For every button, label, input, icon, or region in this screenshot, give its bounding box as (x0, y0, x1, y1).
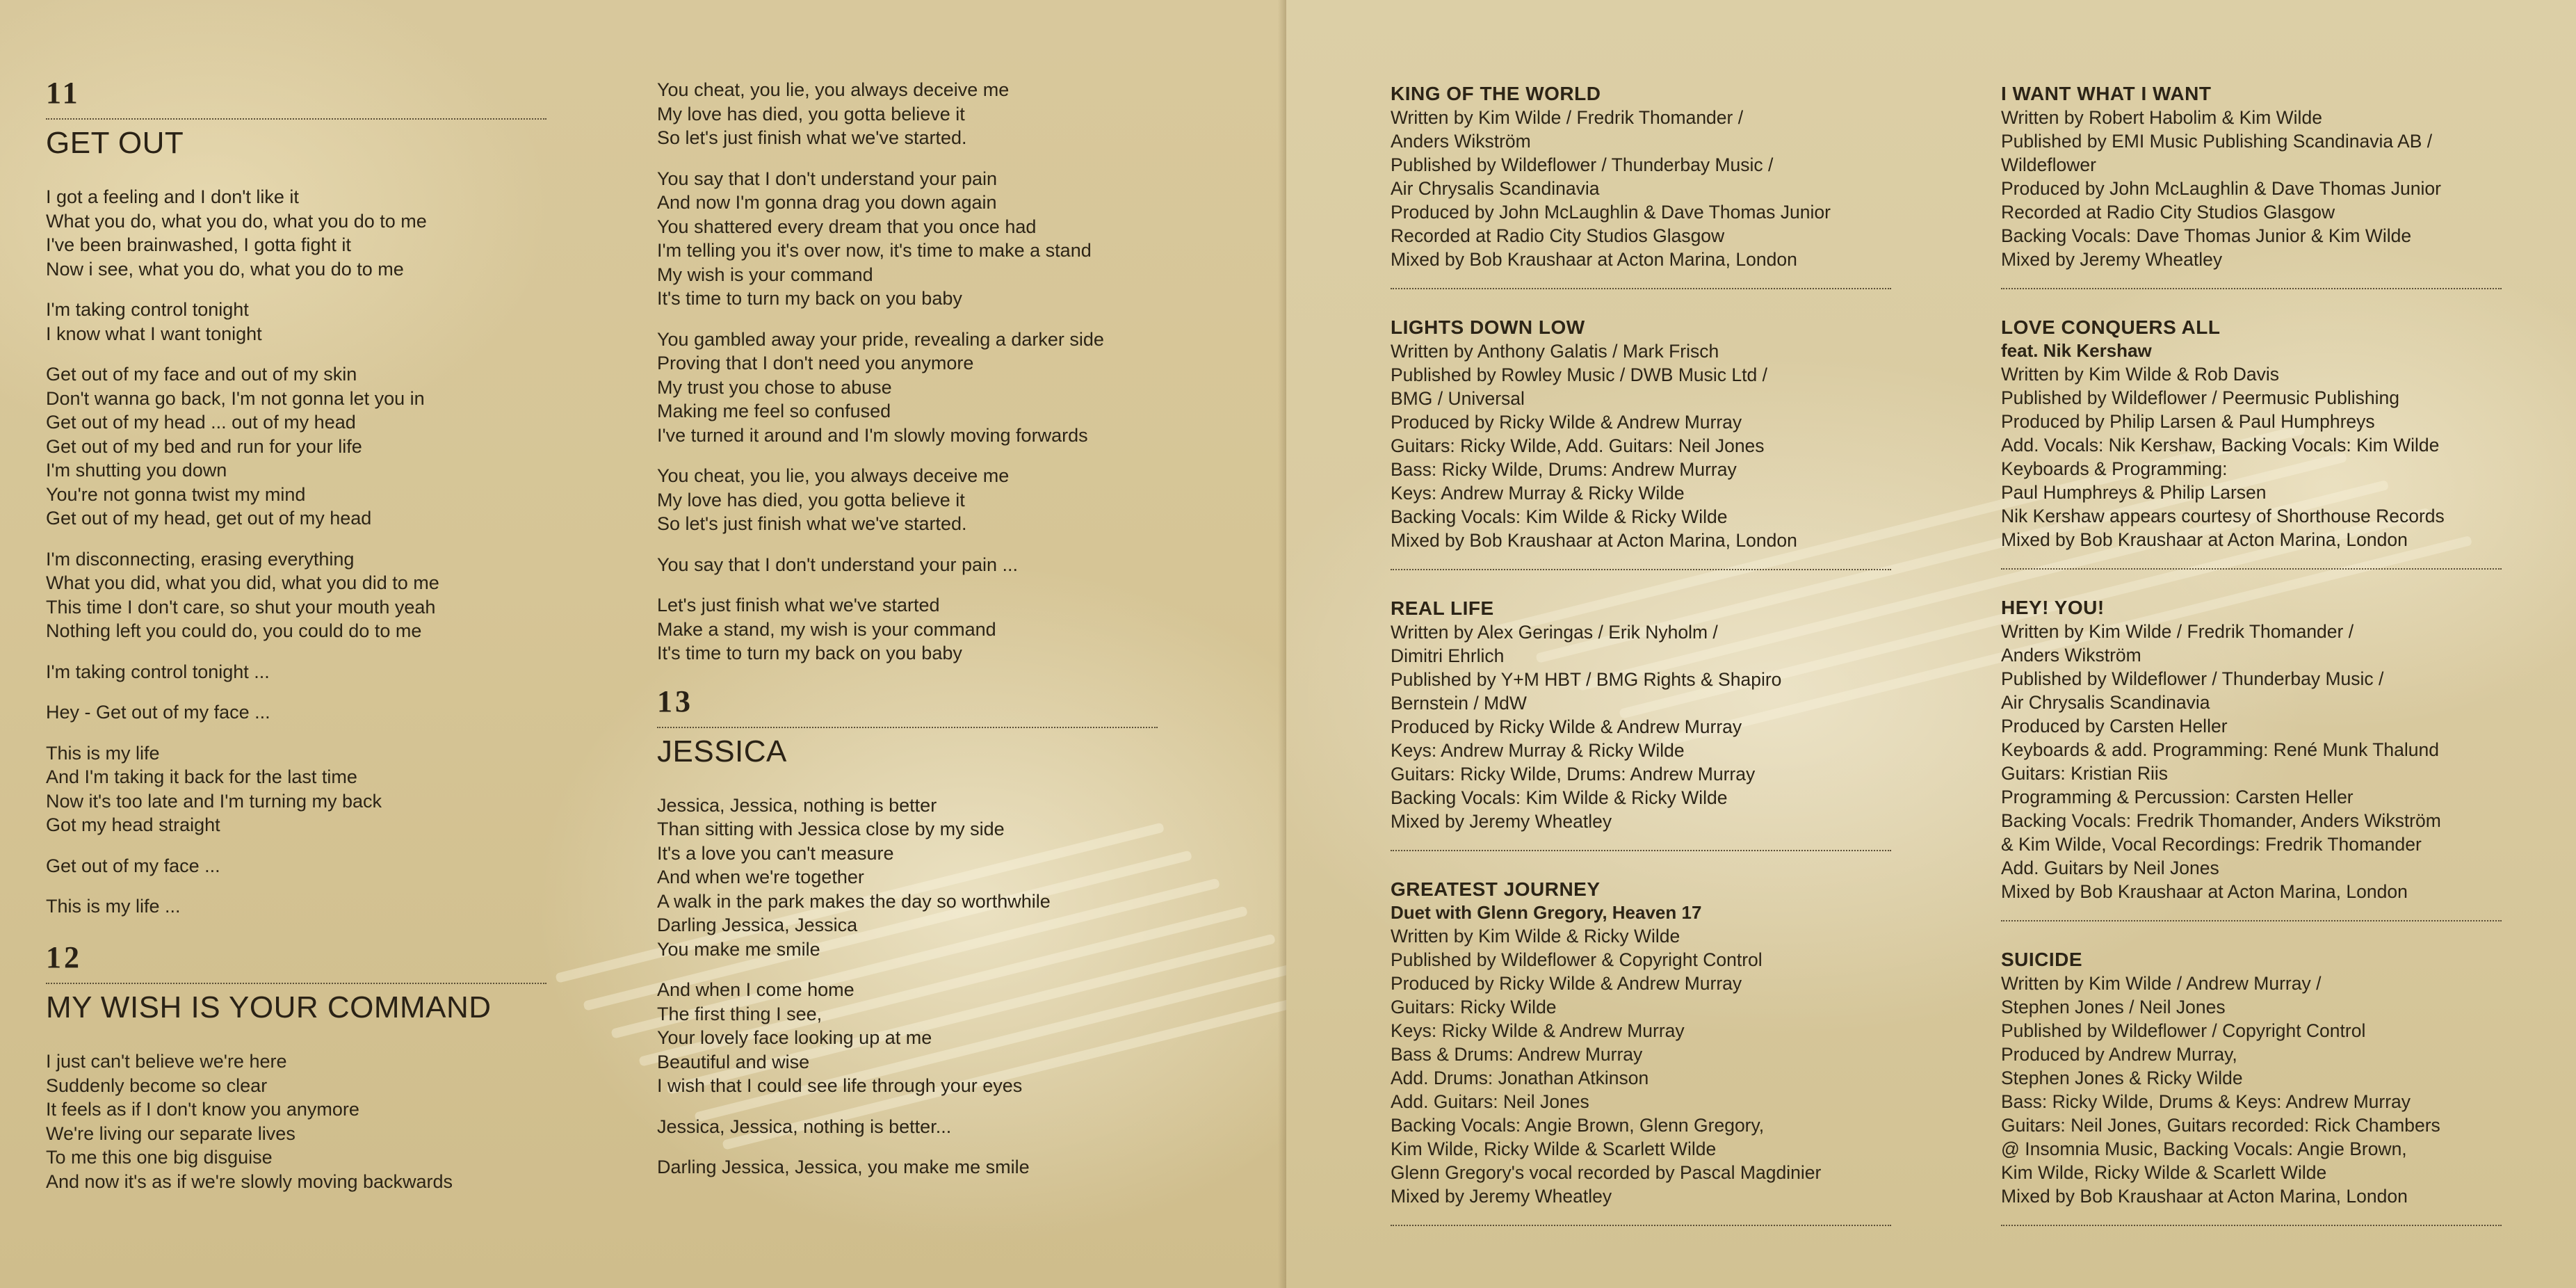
lyric-line: And now I'm gonna drag you down again (657, 192, 997, 213)
song-title: JESSICA (657, 734, 787, 768)
credit-line: Backing Vocals: Fredrik Thomander, Anders Wikström (2001, 810, 2441, 831)
credit-line: Paul Humphreys & Philip Larsen (2001, 482, 2267, 503)
credit-line: Add. Guitars by Neil Jones (2001, 858, 2219, 878)
credit-line: Published by Rowley Music / DWB Music Ltd / (1391, 364, 1767, 385)
credit-line: Wildeflower (2001, 154, 2096, 175)
lyric-line: Than sitting with Jessica close by my side (657, 819, 1005, 840)
credit-line: Written by Kim Wilde / Fredrik Thomander / (2001, 621, 2354, 642)
credit-line: Recorded at Radio City Studios Glasgow (1391, 225, 1725, 246)
credit-song-title: REAL LIFE (1391, 597, 1494, 619)
lyric-line: Now i see, what you do, what you do to me (46, 258, 404, 280)
credit-line: Published by Wildeflower / Peermusic Publishing (2001, 387, 2399, 408)
credit-line: Glenn Gregory's vocal recorded by Pascal Magdinier (1391, 1162, 1822, 1183)
credit-line: Kim Wilde, Ricky Wilde & Scarlett Wilde (2001, 1162, 2327, 1183)
credit-subtitle: feat. Nik Kershaw (2001, 340, 2152, 361)
lyric-line: I just can't believe we're here (46, 1051, 287, 1072)
credit-line: Published by Wildeflower & Copyright Control (1391, 949, 1763, 970)
lyric-line: This is my life (46, 742, 160, 764)
credit-line: Written by Alex Geringas / Erik Nyholm / (1391, 622, 1718, 643)
credit-line: Dimitri Ehrlich (1391, 645, 1505, 666)
credit-line: Air Chrysalis Scandinavia (1391, 178, 1600, 199)
lyrics-column-2 (657, 78, 1158, 1180)
credit-line: Backing Vocals: Angie Brown, Glenn Gregory, (1391, 1115, 1765, 1136)
credits-page (1286, 0, 2576, 1288)
credit-line: Produced by John McLaughlin & Dave Thomas Junior (1391, 202, 1831, 223)
credit-line: Air Chrysalis Scandinavia (2001, 692, 2210, 713)
lyric-line: I got a feeling and I don't like it (46, 186, 299, 208)
credit-song-title: SUICIDE (2001, 949, 2083, 970)
divider (1391, 850, 1891, 851)
lyric-line: And when we're together (657, 867, 864, 888)
stanza (657, 78, 1158, 150)
lyric-line: My wish is your command (657, 264, 873, 285)
stanza (46, 185, 546, 281)
credit-line: Kim Wilde, Ricky Wilde & Scarlett Wilde (1391, 1138, 1717, 1159)
song-title: GET OUT (46, 126, 184, 160)
lyric-line: And when I come home (657, 979, 854, 1001)
lyric-line: Got my head straight (46, 814, 220, 836)
credit-block (2001, 82, 2502, 289)
credit-line: Stephen Jones & Ricky Wilde (2001, 1068, 2243, 1088)
lyric-line: You cheat, you lie, you always deceive me (657, 79, 1010, 100)
credit-line: Published by Wildeflower / Thunderbay Music / (2001, 668, 2384, 689)
credit-line: Written by Kim Wilde & Rob Davis (2001, 364, 2280, 385)
stanza (657, 1155, 1158, 1180)
divider (2001, 568, 2502, 570)
credit-line: Written by Anthony Galatis / Mark Frisch (1391, 341, 1719, 362)
lyric-line: You say that I don't understand your pain ... (657, 554, 1019, 575)
lyrics-continued (657, 78, 1158, 666)
credit-block (1391, 597, 1891, 851)
credit-song-title: LOVE CONQUERS ALL (2001, 316, 2221, 338)
credit-subtitle: Duet with Glenn Gregory, Heaven 17 (1391, 902, 1702, 923)
lyric-line: Get out of my bed and run for your life (46, 435, 362, 457)
credit-line: Backing Vocals: Kim Wilde & Ricky Wilde (1391, 506, 1728, 527)
credit-line: Add. Guitars: Neil Jones (1391, 1091, 1589, 1112)
credit-line: Guitars: Kristian Riis (2001, 763, 2169, 784)
credit-line: Stephen Jones / Neil Jones (2001, 997, 2226, 1017)
credit-block (2001, 948, 2502, 1226)
credit-line: Published by Wildeflower / Copyright Control (2001, 1020, 2366, 1041)
credit-line: Guitars: Ricky Wilde, Add. Guitars: Neil Jones (1391, 435, 1765, 456)
lyric-line: This time I don't care, so shut your mouth yeah (46, 596, 436, 618)
credit-line: Published by Wildeflower / Thunderbay Music / (1391, 154, 1774, 175)
credit-line: Keys: Andrew Murray & Ricky Wilde (1391, 740, 1685, 761)
lyrics-column-1 (46, 78, 546, 1193)
lyric-line: My love has died, you gotta believe it (657, 103, 965, 124)
track-13 (657, 686, 1158, 1180)
lyric-line: Get out of my head ... out of my head (46, 412, 356, 433)
credit-line: & Kim Wilde, Vocal Recordings: Fredrik Thomander (2001, 834, 2422, 855)
credit-line: Bernstein / MdW (1391, 693, 1527, 714)
lyrics (46, 185, 546, 919)
lyric-line: You shattered every dream that you once had (657, 216, 1037, 237)
stanza (657, 464, 1158, 536)
credit-line: Keyboards & Programming: (2001, 458, 2228, 479)
lyric-line: Hey - Get out of my face ... (46, 702, 270, 723)
credit-line: Nik Kershaw appears courtesy of Shorthouse Records (2001, 506, 2445, 526)
track-number: 13 (657, 684, 693, 718)
lyric-line: This is my life ... (46, 896, 181, 917)
credit-line: Produced by Ricky Wilde & Andrew Murray (1391, 412, 1742, 433)
lyric-line: Get out of my face ... (46, 855, 220, 876)
stanza (46, 700, 546, 725)
lyric-line: A walk in the park makes the day so worthwhile (657, 890, 1051, 912)
lyric-line: Darling Jessica, Jessica (657, 915, 858, 936)
credit-line: Guitars: Ricky Wilde, Drums: Andrew Murray (1391, 764, 1756, 784)
stanza (46, 1049, 546, 1193)
credit-line: Mixed by Bob Kraushaar at Acton Marina, London (2001, 1186, 2408, 1207)
lyric-line: I've been brainwashed, I gotta fight it (46, 234, 351, 256)
credit-line: Guitars: Neil Jones, Guitars recorded: Rick Chambers (2001, 1115, 2440, 1136)
stanza (657, 328, 1158, 448)
credit-line: Written by Kim Wilde / Fredrik Thomander / (1391, 107, 1744, 128)
lyric-line: You gambled away your pride, revealing a darker side (657, 328, 1104, 350)
credit-line: Backing Vocals: Kim Wilde & Ricky Wilde (1391, 787, 1728, 808)
credit-block (1391, 878, 1891, 1226)
lyric-line: Your lovely face looking up at me (657, 1027, 932, 1049)
credit-line: Produced by Ricky Wilde & Andrew Murray (1391, 973, 1742, 994)
stanza (46, 298, 546, 346)
lyric-line: It's a love you can't measure (657, 842, 894, 864)
lyric-line: Don't wanna go back, I'm not gonna let you in (46, 387, 425, 409)
stanza (46, 741, 546, 837)
credit-line: Mixed by Jeremy Wheatley (2001, 249, 2223, 270)
lyric-line: I'm taking control tonight ... (46, 661, 270, 682)
lyric-line: Jessica, Jessica, nothing is better (657, 794, 937, 816)
lyric-line: To me this one big disguise (46, 1147, 273, 1168)
stanza (657, 553, 1158, 577)
divider (1391, 1225, 1891, 1226)
credit-line: Add. Drums: Jonathan Atkinson (1391, 1068, 1649, 1088)
lyric-line: Now it's too late and I'm turning my back (46, 790, 382, 812)
credit-song-title: GREATEST JOURNEY (1391, 878, 1601, 900)
credit-line: Keys: Andrew Murray & Ricky Wilde (1391, 483, 1685, 504)
lyric-line: It's time to turn my back on you baby (657, 288, 962, 309)
stanza (657, 1115, 1158, 1139)
lyric-line: I know what I want tonight (46, 323, 262, 344)
lyric-line: Jessica, Jessica, nothing is better... (657, 1116, 952, 1137)
credit-line: Programming & Percussion: Carsten Heller (2001, 787, 2354, 807)
lyrics (657, 794, 1158, 1180)
divider (657, 727, 1158, 728)
credit-line: Anders Wikström (1391, 131, 1531, 152)
credit-line: Keyboards & add. Programming: René Munk Thalund (2001, 739, 2439, 760)
track-11 (46, 78, 546, 919)
lyric-line: And I'm taking it back for the last time (46, 766, 357, 788)
divider (46, 118, 546, 120)
credit-line: Published by EMI Music Publishing Scandinavia AB / (2001, 131, 2433, 152)
lyric-line: What you do, what you do, what you do to me (46, 210, 427, 232)
credit-block (1391, 316, 1891, 570)
lyric-line: Let's just finish what we've started (657, 595, 940, 615)
divider (46, 983, 546, 984)
track-12 (46, 942, 546, 1193)
credit-song-title: LIGHTS DOWN LOW (1391, 316, 1585, 338)
credit-line: BMG / Universal (1391, 388, 1525, 409)
divider (2001, 1225, 2502, 1226)
lyric-line: My trust you chose to abuse (657, 376, 892, 398)
credit-song-title: I WANT WHAT I WANT (2001, 83, 2212, 104)
credit-line: Mixed by Bob Kraushaar at Acton Marina, London (2001, 529, 2408, 550)
credit-line: Published by Y+M HBT / BMG Rights & Shapiro (1391, 669, 1782, 690)
credit-line: Bass: Ricky Wilde, Drums & Keys: Andrew Murray (2001, 1091, 2411, 1112)
credit-line: Produced by Ricky Wilde & Andrew Murray (1391, 716, 1742, 737)
credit-line: Recorded at Radio City Studios Glasgow (2001, 202, 2335, 223)
lyric-line: Get out of my face and out of my skin (46, 364, 357, 385)
lyric-line: I'm telling you it's over now, it's time to make a stand (657, 240, 1092, 261)
credit-line: Bass: Ricky Wilde, Drums: Andrew Murray (1391, 459, 1737, 480)
stanza (46, 854, 546, 878)
stanza (657, 794, 1158, 962)
credit-block (1391, 82, 1891, 289)
credit-song-title: KING OF THE WORLD (1391, 83, 1601, 104)
credit-line: Mixed by Jeremy Wheatley (1391, 811, 1612, 832)
credit-line: Backing Vocals: Dave Thomas Junior & Kim Wilde (2001, 225, 2412, 246)
stanza (46, 660, 546, 684)
credit-line: Produced by John McLaughlin & Dave Thomas Junior (2001, 178, 2441, 199)
stanza (46, 894, 546, 919)
lyric-line: And now it's as if we're slowly moving backwards (46, 1170, 453, 1192)
stanza (657, 978, 1158, 1098)
divider (1391, 288, 1891, 289)
credit-line: Produced by Andrew Murray, (2001, 1044, 2237, 1065)
divider (2001, 920, 2502, 921)
credit-line: Mixed by Bob Kraushaar at Acton Marina, London (1391, 249, 1797, 270)
track-number: 11 (46, 76, 81, 110)
lyric-line: I've turned it around and I'm slowly moving forwards (657, 424, 1088, 446)
credit-line: Mixed by Jeremy Wheatley (1391, 1186, 1612, 1207)
song-title: MY WISH IS YOUR COMMAND (46, 990, 492, 1024)
credit-line: Bass & Drums: Andrew Murray (1391, 1044, 1643, 1065)
credit-line: Mixed by Bob Kraushaar at Acton Marina, London (1391, 530, 1797, 551)
credits-column-2 (2001, 82, 2502, 1226)
credit-line: Produced by Philip Larsen & Paul Humphreys (2001, 411, 2375, 432)
credit-line: Mixed by Bob Kraushaar at Acton Marina, London (2001, 881, 2408, 902)
lyric-line: You make me smile (657, 938, 820, 960)
lyric-line: The first thing I see, (657, 1003, 823, 1024)
credit-block (2001, 316, 2502, 570)
lyric-line: We're living our separate lives (46, 1122, 295, 1144)
lyric-line: My love has died, you gotta believe it (657, 489, 965, 510)
track-number: 12 (46, 940, 82, 974)
lyric-line: It feels as if I don't know you anymore (46, 1099, 359, 1120)
lyric-line: I wish that I could see life through your eyes (657, 1075, 1023, 1097)
lyric-line: So let's just finish what we've started. (657, 127, 967, 148)
credit-line: Produced by Carsten Heller (2001, 716, 2228, 736)
lyric-line: Make a stand, my wish is your command (657, 618, 996, 640)
lyric-line: Get out of my head, get out of my head (46, 508, 372, 529)
lyric-line: Making me feel so confused (657, 401, 891, 421)
credit-line: Anders Wikström (2001, 645, 2141, 666)
lyric-line: Suddenly become so clear (46, 1074, 268, 1096)
credits-column-1 (1391, 82, 1891, 1226)
lyric-line: You say that I don't understand your pain (657, 168, 998, 189)
credit-line: @ Insomnia Music, Backing Vocals: Angie Brown, (2001, 1138, 2407, 1159)
credit-line: Written by Robert Habolim & Kim Wilde (2001, 107, 2322, 128)
lyric-line: I'm taking control tonight (46, 299, 249, 321)
credit-line: Keys: Ricky Wilde & Andrew Murray (1391, 1020, 1685, 1041)
lyric-line: You cheat, you lie, you always deceive me (657, 465, 1010, 486)
credit-line: Add. Vocals: Nik Kershaw, Backing Vocals: Kim Wilde (2001, 435, 2440, 456)
lyric-line: So let's just finish what we've started. (657, 513, 967, 534)
stanza (46, 547, 546, 643)
stanza (657, 167, 1158, 311)
lyrics (46, 1049, 546, 1193)
lyric-line: Proving that I don't need you anymore (657, 353, 974, 373)
credit-line: Guitars: Ricky Wilde (1391, 997, 1557, 1017)
lyric-line: I'm disconnecting, erasing everything (46, 548, 355, 570)
lyric-line: Nothing left you could do, you could do to me (46, 620, 422, 642)
lyric-line: It's time to turn my back on you baby (657, 643, 962, 663)
lyric-line: I'm shutting you down (46, 460, 227, 481)
stanza (46, 362, 546, 531)
credit-song-title: HEY! YOU! (2001, 597, 2105, 618)
lyric-line: You're not gonna twist my mind (46, 483, 306, 505)
credit-line: Written by Kim Wilde / Andrew Murray / (2001, 973, 2322, 994)
lyric-line: What you did, what you did, what you did to me (46, 572, 439, 594)
credit-block (2001, 596, 2502, 921)
lyric-line: Beautiful and wise (657, 1051, 810, 1072)
stanza (657, 593, 1158, 666)
lyric-line: Darling Jessica, Jessica, you make me smile (657, 1157, 1030, 1178)
lyrics-page (0, 0, 1286, 1288)
divider (1391, 569, 1891, 570)
divider (2001, 288, 2502, 289)
credit-line: Written by Kim Wilde & Ricky Wilde (1391, 926, 1680, 947)
